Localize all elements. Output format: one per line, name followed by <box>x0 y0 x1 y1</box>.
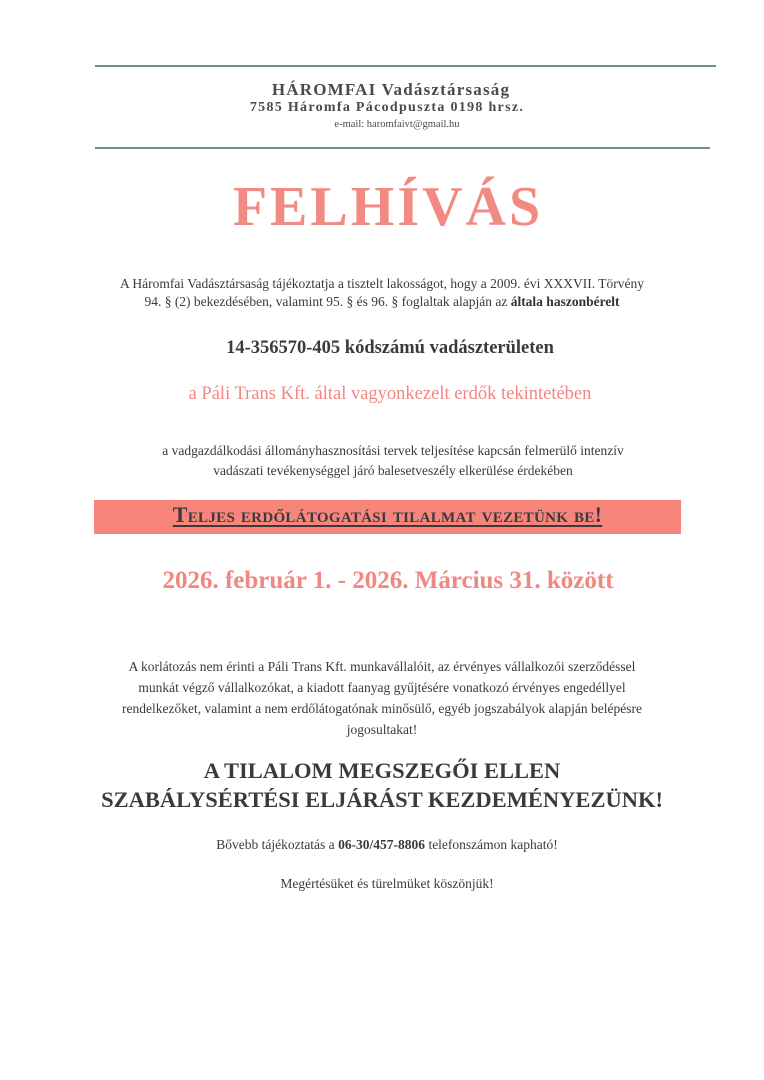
intro-line-2-bold: általa haszonbérelt <box>510 294 620 309</box>
notice-title: FELHÍVÁS <box>232 176 544 238</box>
organization-email: e-mail: haromfaivt@gmail.hu <box>334 119 460 130</box>
exemption-line-1: A korlátozás nem érinti a Páli Trans Kft. munkavállalóit, az érvényes vállalkozói szerződéssel <box>128 659 636 674</box>
thanks-line: Megértésüket és türelmüket köszönjük! <box>280 876 494 891</box>
header-top-rule <box>95 65 716 67</box>
reason-line-2: vadászati tevékenységgel járó balesetveszély elkerülése érdekében <box>213 463 573 478</box>
ban-period: 2026. február 1. - 2026. Március 31. között <box>162 567 614 594</box>
warning-line-2: SZABÁLYSÉRTÉSI ELJÁRÁST KEZDEMÉNYEZÜNK! <box>101 787 663 812</box>
intro-line-2 <box>0 293 764 311</box>
ban-banner-text: Teljes erdőlátogatási tilalmat vezetünk be! <box>172 502 603 527</box>
header-bottom-rule <box>95 147 710 149</box>
reason-paragraph <box>0 441 764 481</box>
exemption-paragraph <box>0 656 764 740</box>
hunting-area-code: 14-356570-405 kódszámú vadászterületen <box>226 338 554 358</box>
exemption-line-3: rendelkezőket, valamint a nem erdőlátogatónak minősülő, egyéb jogszabályok alapján belépésre <box>122 701 642 716</box>
organization-name: HÁROMFAI Vadásztársaság <box>271 80 511 99</box>
contact-phone-number: 06-30/457-8806 <box>338 837 426 852</box>
intro-line-2-text: 94. § (2) bekezdésében, valamint 95. § és 96. § foglaltak alapján az <box>144 294 511 309</box>
contact-info <box>0 837 764 853</box>
ban-banner <box>94 500 681 534</box>
warning-heading <box>0 756 764 814</box>
warning-line-1: A TILALOM MEGSZEGŐI ELLEN <box>203 758 561 783</box>
contact-info-prefix: Bővebb tájékoztatás a <box>216 837 339 852</box>
intro-line-1: A Háromfai Vadásztársaság tájékoztatja a tisztelt lakosságot, hogy a 2009. évi XXXVII. Törvény <box>120 276 644 291</box>
reason-line-1: a vadgazdálkodási állományhasznosítási tervek teljesítése kapcsán felmerülő intenzív <box>162 443 624 458</box>
exemption-line-2: munkát végző vállalkozókat, a kiadott faanyag gyűjtésére vonatkozó érvényes engedéllyel <box>138 680 626 695</box>
intro-paragraph <box>0 275 764 311</box>
contact-info-suffix: telefonszámon kapható! <box>425 837 558 852</box>
exemption-line-4: jogosultakat! <box>346 722 418 737</box>
forest-owner-line: a Páli Trans Kft. által vagyonkezelt erdők tekintetében <box>188 384 592 404</box>
organization-address: 7585 Háromfa Pácodpuszta 0198 hrsz. <box>249 100 525 115</box>
